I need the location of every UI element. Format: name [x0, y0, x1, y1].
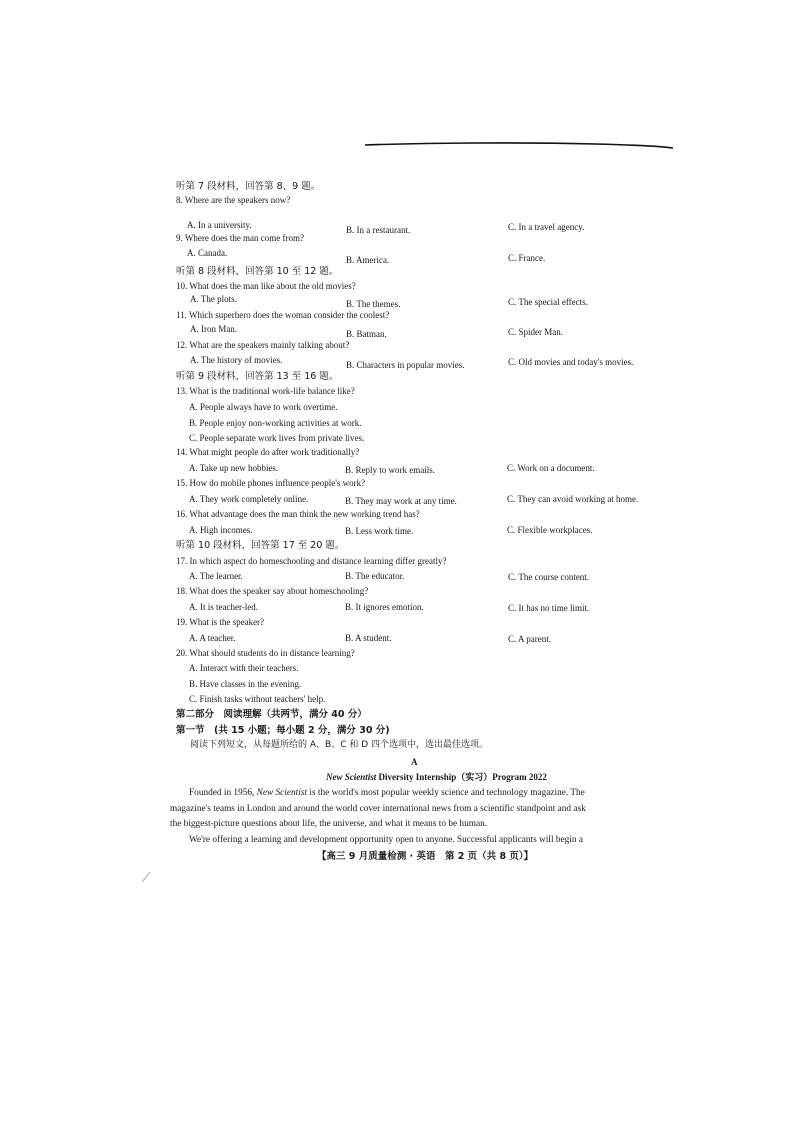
option-b: B. The themes.	[346, 299, 401, 309]
question-stem: 19. What is the speaker?	[176, 617, 265, 627]
option-a: A. The plots.	[190, 294, 237, 304]
option-a: A. It is teacher-led.	[189, 602, 259, 612]
title-rest: Diversity Internship（实习）Program 2022	[376, 772, 547, 782]
section-header-9: 听第 9 段材料，回答第 13 至 16 题。	[176, 371, 339, 382]
option-a: A. People always have to work overtime.	[189, 402, 338, 412]
option-a: A. They work completely online.	[189, 494, 309, 504]
question-stem: 11. Which superhero does the woman consider the coolest?	[176, 310, 390, 320]
instructions: 阅读下列短文，从每题所给的 A、B、C 和 D 四个选项中，选出最佳选项。	[190, 740, 488, 750]
option-c: C. France.	[508, 253, 546, 263]
question-stem: 10. What does the man like about the old movies?	[176, 281, 356, 291]
option-b: B. It ignores emotion.	[345, 602, 424, 612]
option-a: A. Iron Man.	[190, 324, 237, 334]
paragraph-line: the biggest-picture questions about life, the universe, and what it means to be human.	[170, 819, 488, 829]
option-a: A. Canada.	[187, 248, 228, 258]
paragraph-line: magazine's teams in London and around the world cover international news from a scientific standpoint and ask	[170, 804, 586, 814]
option-b: B. Reply to work emails.	[345, 465, 435, 475]
option-b: B. The educator.	[345, 571, 405, 581]
part-two-heading: 第二部分 阅读理解（共两节，满分 40 分）	[176, 709, 367, 720]
option-c: C. In a travel agency.	[508, 222, 585, 232]
option-a: A. The learner.	[189, 571, 243, 581]
page-footer: 【高三 9 月质量检测 · 英语 第 2 页（共 8 页）】	[317, 851, 534, 862]
option-c: C. Work on a document.	[507, 463, 595, 473]
paragraph-line	[189, 788, 585, 798]
question-stem: 18. What does the speaker say about homeschooling?	[176, 586, 369, 596]
text-run: is the world's most popular weekly science and technology magazine. The	[307, 788, 585, 798]
section-one-heading: 第一节 (共 15 小题；每小题 2 分，满分 30 分)	[176, 725, 390, 736]
stray-pen-mark	[140, 870, 152, 884]
option-b: B. America.	[346, 255, 390, 265]
option-c: C. The special effects.	[508, 297, 588, 307]
option-b: B. Characters in popular movies.	[346, 360, 465, 370]
option-c: C. Finish tasks without teachers' help.	[189, 694, 326, 704]
magazine-name: New Scientist	[326, 772, 377, 782]
paragraph-line: We're offering a learning and development opportunity open to anyone. Successful applicants will begin a	[189, 835, 583, 845]
option-c: C. The course content.	[508, 572, 590, 582]
question-stem: 8. Where are the speakers now?	[176, 195, 291, 205]
option-a: A. In a university.	[187, 220, 252, 230]
option-a: A. Interact with their teachers.	[189, 663, 299, 673]
option-c: C. Spider Man.	[508, 327, 563, 337]
text-run-italic: New Scientist	[256, 788, 308, 798]
option-c: C. A parent.	[508, 634, 551, 644]
option-b: B. They may work at any time.	[345, 496, 457, 506]
option-a: A. Take up new hobbies.	[189, 463, 279, 473]
option-b: B. Have classes in the evening.	[189, 679, 302, 689]
option-c: C. Flexible workplaces.	[507, 525, 593, 535]
option-c: C. Old movies and today's movies.	[508, 357, 634, 367]
question-stem: 17. In which aspect do homeschooling and distance learning differ greatly?	[176, 556, 447, 566]
option-c: C. People separate work lives from private lives.	[189, 433, 365, 443]
section-header-7: 听第 7 段材料，回答第 8、9 题。	[176, 181, 321, 192]
option-b: B. Less work time.	[345, 526, 414, 536]
option-b: B. People enjoy non-working activities at work.	[189, 418, 362, 428]
question-stem: 13. What is the traditional work-life balance like?	[176, 386, 355, 396]
question-stem: 12. What are the speakers mainly talking about?	[176, 340, 350, 350]
pen-stroke	[365, 142, 673, 150]
option-c: C. They can avoid working at home.	[507, 494, 639, 504]
option-b: B. A student.	[345, 633, 392, 643]
question-stem: 20. What should students do in distance learning?	[176, 648, 355, 658]
passage-letter: A	[411, 757, 418, 767]
passage-title	[326, 772, 547, 783]
option-b: B. In a restaurant.	[346, 225, 411, 235]
question-stem: 16. What advantage does the man think the new working trend has?	[176, 509, 420, 519]
option-b: B. Batman.	[346, 329, 387, 339]
text-run: Founded in 1956,	[189, 788, 257, 798]
option-a: A. The history of movies.	[190, 355, 283, 365]
question-stem: 15. How do mobile phones influence people's work?	[176, 478, 366, 488]
option-a: A. High incomes.	[189, 525, 253, 535]
question-stem: 9. Where does the man come from?	[176, 233, 305, 243]
section-header-8: 听第 8 段材料，回答第 10 至 12 题。	[176, 266, 339, 277]
section-header-10: 听第 10 段材料，回答第 17 至 20 题。	[176, 540, 345, 551]
question-stem: 14. What might people do after work traditionally?	[176, 447, 360, 457]
option-a: A. A teacher.	[189, 633, 236, 643]
option-c: C. It has no time limit.	[508, 603, 590, 613]
